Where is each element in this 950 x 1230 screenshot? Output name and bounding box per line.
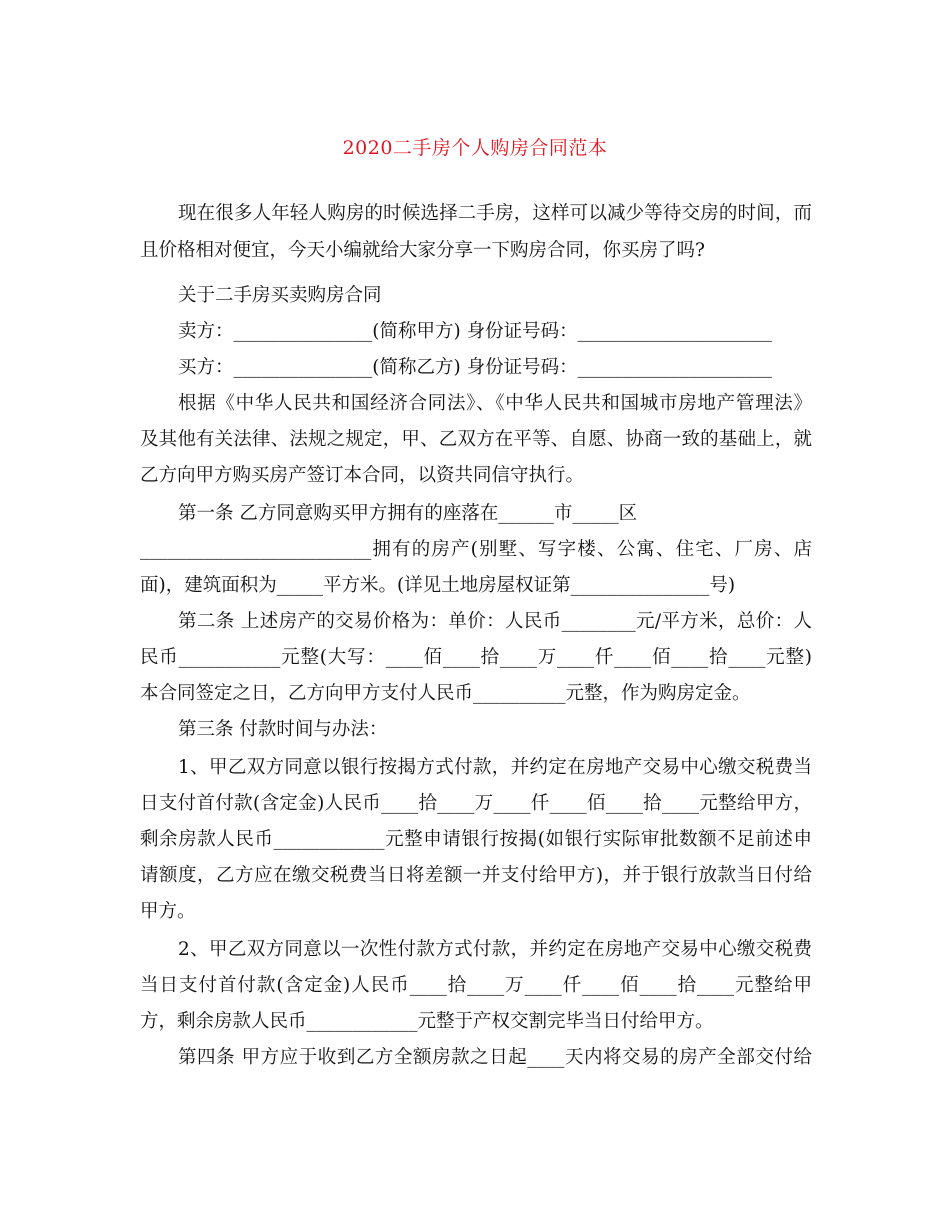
document-line: _________________________拥有的房产(别墅、写字楼、公寓、住宅、厂房、店 — [140, 539, 812, 560]
document-line: 民币___________元整(大写：____佰____拾____万____仟____佰____拾____元整) — [140, 647, 812, 668]
document-line: 现在很多人年轻人购房的时候选择二手房，这样可以减少等待交房的时间，而 — [178, 203, 812, 224]
document-line: 及其他有关法律、法规之规定，甲、乙双方在平等、自愿、协商一致的基础上，就 — [140, 429, 812, 450]
document-line: 乙方向甲方购买房产签订本合同，以资共同信守执行。 — [140, 465, 585, 486]
document-line: 且价格相对便宜，今天小编就给大家分享一下购房合同，你买房了吗? — [140, 240, 705, 261]
document-line: 根据《中华人民共和国经济合同法》、《中华人民共和国城市房地产管理法》 — [178, 393, 812, 414]
document-line: 剩余房款人民币____________元整申请银行按揭(如银行实际审批数额不足前述申 — [140, 829, 812, 850]
document-line: 甲方。 — [140, 901, 196, 922]
document-line: 第一条 乙方同意购买甲方拥有的座落在______市_____区 — [178, 503, 638, 524]
document-line: 买方：_______________(简称乙方) 身份证号码：_____________________ — [178, 357, 772, 378]
document-line: 第四条 甲方应于收到乙方全额房款之日起____天内将交易的房产全部交付给 — [178, 1047, 812, 1068]
document-line: 日支付首付款(含定金)人民币____拾____万____仟____佰____拾____元整给甲方， — [140, 793, 812, 814]
document-line: 请额度，乙方应在缴交税费当日将差额一并支付给甲方)，并于银行放款当日付给 — [140, 865, 812, 886]
document-line: 卖方：_______________(简称甲方) 身份证号码：_____________________ — [178, 321, 772, 342]
document-line: 方，剩余房款人民币____________元整于产权交割完毕当日付给甲方。 — [140, 1011, 714, 1032]
document-line: 2、甲乙双方同意以一次性付款方式付款，并约定在房地产交易中心缴交税费 — [178, 939, 812, 960]
document-line: 1、甲乙双方同意以银行按揭方式付款，并约定在房地产交易中心缴交税费当 — [178, 757, 812, 778]
document-title: 2020二手房个人购房合同范本 — [342, 137, 608, 159]
document-line: 第三条 付款时间与办法： — [178, 719, 388, 740]
document-line: 关于二手房买卖购房合同 — [178, 285, 382, 306]
document-line: 当日支付首付款(含定金)人民币____拾____万____仟____佰____拾____元整给甲 — [140, 975, 812, 996]
document-line: 本合同签定之日，乙方向甲方支付人民币__________元整，作为购房定金。 — [140, 683, 751, 704]
document-line: 第二条 上述房产的交易价格为：单价：人民币________元/平方米，总价：人 — [178, 611, 812, 632]
document-line: 面)，建筑面积为_____平方米。(详见土地房屋权证第_______________号) — [140, 575, 736, 596]
